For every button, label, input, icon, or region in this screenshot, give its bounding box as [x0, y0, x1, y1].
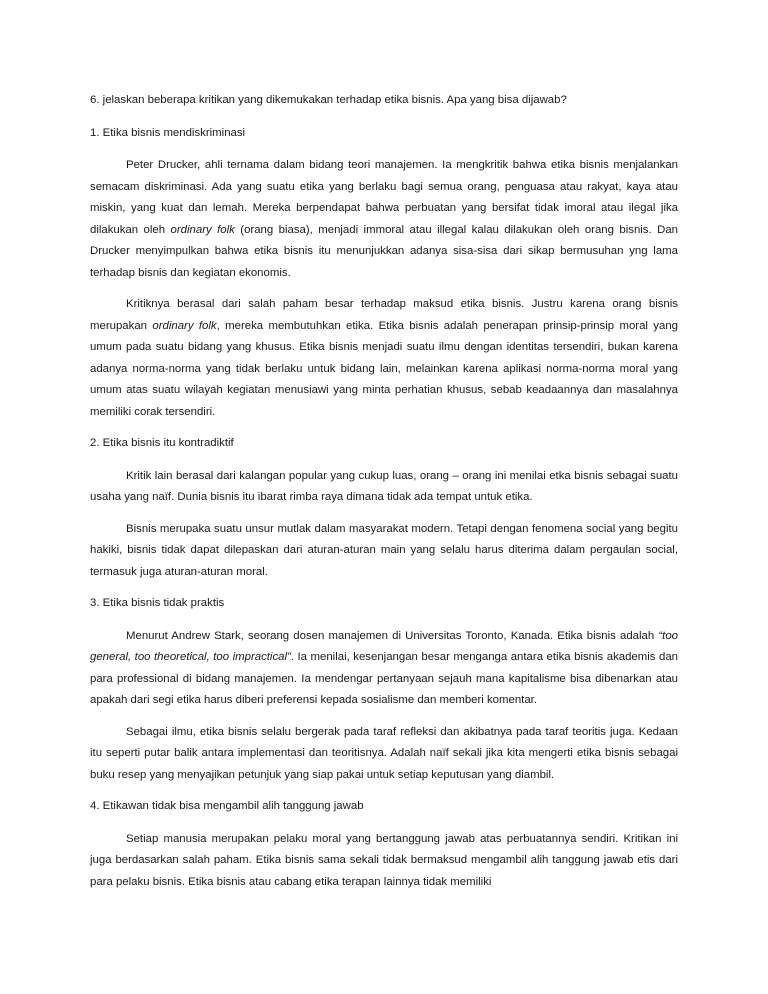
paragraph-text: Menurut Andrew Stark, seorang dosen manajemen di Universitas Toronto, Kanada. Etika bisnis adalah: [126, 629, 659, 642]
paragraph: [90, 466, 678, 509]
italic-term: ordinary folk: [152, 319, 217, 332]
section-heading: 1. Etika bisnis mendiskriminasi: [90, 126, 246, 139]
paragraph: [90, 294, 678, 423]
italic-quote: “too general, too theoretical, too impractical”: [90, 629, 678, 663]
section-heading: 4. Etikawan tidak bisa mengambil alih tanggung jawab: [90, 800, 364, 812]
paragraph-text: Kritik lain berasal dari kalangan popular yang cukup luas, orang – orang ini menilai etka bisnis sebagai suatu usaha yang naïf. Dunia bisnis itu ibarat rimba raya dimana tidak ada tempat untuk etika.: [90, 469, 678, 503]
paragraph: [90, 626, 678, 712]
paragraph: [90, 829, 678, 894]
paragraph-text: , mereka membutuhkan etika. Etika bisnis adalah penerapan prinsip-prinsip moral yang umum pada suatu bidang yang khusus. Etika bisnis menjadi suatu ilmu dengan identitas tersendiri, bukan karena adanya norma-norma yang tidak berlaku untuk bidang lain, melainkan karena aplikasi norma-norma moral yang umum atas suatu wilayah kegiatan menusiawi yang minta perhatian khusus, sebab keadaannya dan masalahnya memiliki corak tersendiri.: [90, 319, 678, 418]
paragraph-text: . Ia menilai, kesenjangan besar menganga antara etika bisnis akademis dan para professional di bidang manajemen. Ia mendengar pertanyaan sejauh mana kapitalisme bisa dibenarkan atau apakah dari segi etika harus diberi preferensi kepada sosialisme dan memberi komentar.: [90, 651, 678, 706]
paragraph-text: Peter Drucker, ahli ternama dalam bidang teori manajemen. Ia mengkritik bahwa etika bisnis menjalankan semacam diskriminasi. Ada yang suatu etika yang berlaku bagi semua orang, penguasa atau rakyat, kaya atau miskin, yang kuat dan lemah. Mereka berpendapat bahwa perbuatan yang bersifat tidak imoral atau ilegal jika dilakukan oleh: [90, 159, 678, 236]
paragraph-text: (orang biasa), menjadi immoral atau illegal kalau dilakukan oleh orang bisnis. Dan Drucker menyimpulkan bahwa etika bisnis itu menunjukkan adanya sisa-sisa dari sikap bermusuhan yng lama terhadap bisnis dan kegiatan ekonomis.: [90, 223, 678, 279]
question-heading: 6. jelaskan beberapa kritikan yang dikemukakan terhadap etika bisnis. Apa yang bisa dijawab?: [90, 94, 567, 106]
paragraph-text: Bisnis merupaka suatu unsur mutlak dalam masyarakat modern. Tetapi dengan fenomena social yang begitu hakiki, bisnis tidak dapat dilepaskan dari aturan-aturan main yang selalu harus diterima dalam pergaulan social, termasuk juga aturan-aturan moral.: [90, 522, 678, 578]
section-heading: 3. Etika bisnis tidak praktis: [90, 597, 225, 609]
document-page: [90, 90, 678, 903]
paragraph: [90, 155, 678, 284]
paragraph-text: Setiap manusia merupakan pelaku moral yang bertanggung jawab atas perbuatannya sendiri. Kritikan ini juga berdasarkan salah paham. Etika bisnis sama sekali tidak bermaksud mengambil alih tanggung jawab etis dari para pelaku bisnis. Etika bisnis atau cabang etika terapan lainnya tidak memiliki: [90, 832, 678, 888]
paragraph-text: Kritiknya berasal dari salah paham besar terhadap maksud etika bisnis. Justru karena orang bisnis merupakan: [90, 298, 678, 332]
paragraph: [90, 519, 678, 584]
paragraph: [90, 722, 678, 787]
paragraph-text: Sebagai ilmu, etika bisnis selalu bergerak pada taraf refleksi dan akibatnya pada taraf teoritis juga. Kedaan itu seperti putar balik antara implementasi dan teoritisnya. Adalah naïf sekali jika kita mengerti etika bisnis sebagai buku resep yang menyajikan petunjuk yang siap pakai untuk setiap keputusan yang diambil.: [90, 725, 678, 781]
italic-term: ordinary folk: [170, 223, 235, 236]
section-heading: 2. Etika bisnis itu kontradiktif: [90, 437, 234, 449]
